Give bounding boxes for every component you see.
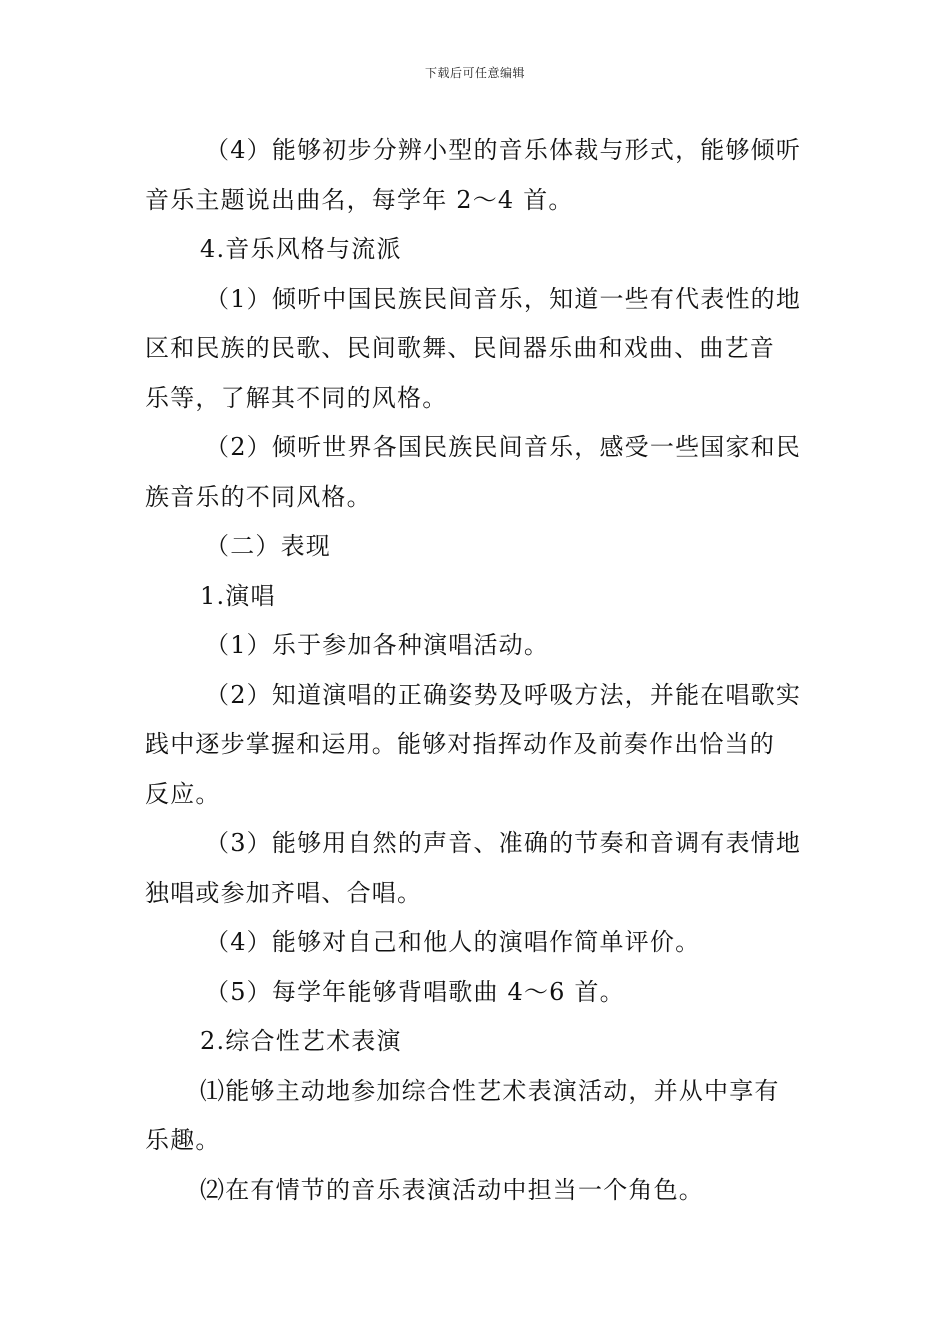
text-line: 1.演唱 [200,581,276,610]
text-line: 4.音乐风格与流派 [200,235,402,263]
document-body [145,126,810,1215]
text-line: 独唱或参加齐唱、合唱。 [145,878,423,907]
text-line: （4）能够对自己和他人的演唱作简单评价。 [205,928,701,956]
text-line: （二）表现 [205,532,331,560]
text-line: 践中逐步掌握和运用。能够对指挥动作及前奏作出恰当的 [145,730,775,758]
text-line: （5）每学年能够背唱歌曲 4～6 首。 [205,977,625,1006]
text-line: 乐趣。 [145,1126,221,1154]
text-line: （1）倾听中国民族民间音乐，知道一些有代表性的地 [205,284,802,313]
text-line: ⑵在有情节的音乐表演活动中担当一个角色。 [200,1175,704,1204]
text-line: 音乐主题说出曲名，每学年 2～4 首。 [145,185,574,214]
text-line: （2）知道演唱的正确姿势及呼吸方法，并能在唱歌实 [205,680,802,709]
text-line: ⑴能够主动地参加综合性艺术表演活动，并从中享有 [200,1076,780,1105]
text-line: 2.综合性艺术表演 [200,1027,402,1055]
text-line: （4）能够初步分辨小型的音乐体裁与形式，能够倾听 [205,136,802,164]
text-line: （1）乐于参加各种演唱活动。 [205,631,550,659]
text-line: 区和民族的民歌、民间歌舞、民间器乐曲和戏曲、曲艺音 [145,334,775,362]
page-header: 下载后可任意编辑 [424,66,525,80]
text-line: （2）倾听世界各国民族民间音乐，感受一些国家和民 [205,433,802,461]
text-line: （3）能够用自然的声音、准确的节奏和音调有表情地 [205,829,802,857]
text-line: 乐等，了解其不同的风格。 [145,383,448,412]
text-line: 族音乐的不同风格。 [145,482,372,511]
text-line: 反应。 [145,779,221,808]
